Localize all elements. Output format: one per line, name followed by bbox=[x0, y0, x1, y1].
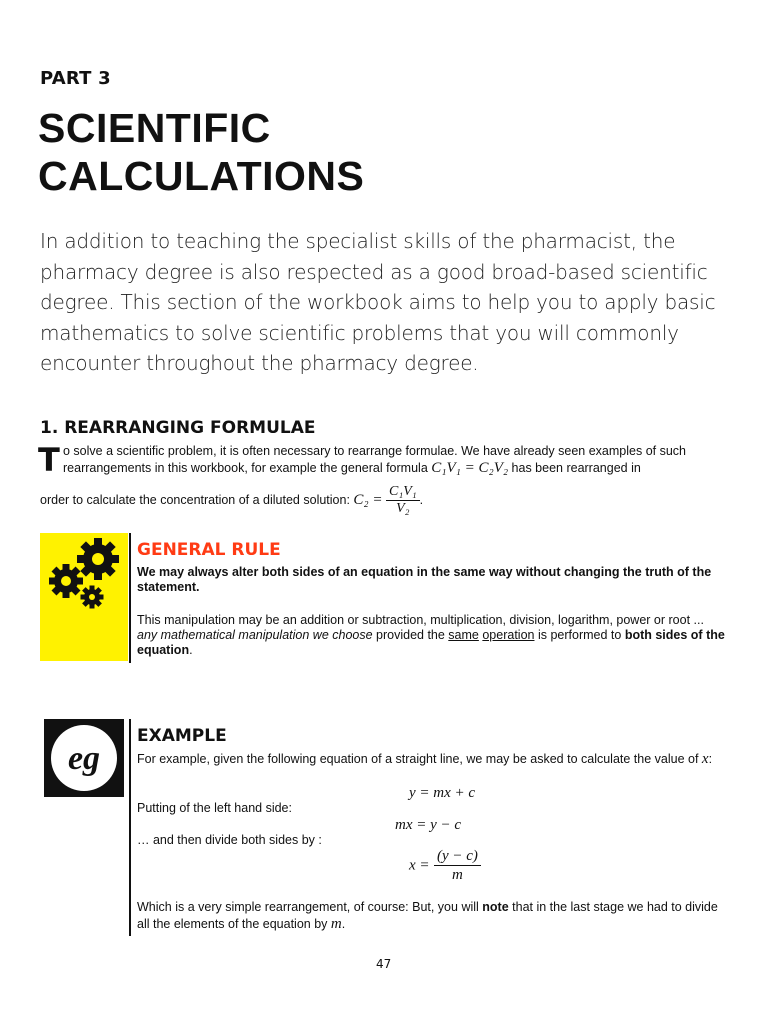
para-text-2: order to calculate the concentration of a diluted solution: bbox=[40, 492, 354, 507]
equation-2: mx = y − c bbox=[395, 817, 462, 833]
formula-end: . bbox=[419, 492, 424, 507]
page-title bbox=[38, 104, 364, 200]
drop-cap: T bbox=[38, 441, 60, 479]
example-intro-end: : bbox=[708, 752, 713, 766]
title-line-2: CALCULATIONS bbox=[38, 153, 365, 199]
rule-text-italic: any mathematical manipulation we choose bbox=[137, 628, 373, 642]
rule-text-operation: operation bbox=[482, 628, 535, 642]
section-paragraph-line2 bbox=[40, 484, 700, 517]
outro-var: m bbox=[330, 916, 342, 932]
rule-text-b: provided the bbox=[372, 628, 449, 642]
gears-icon bbox=[40, 533, 128, 661]
example-intro-var: x bbox=[701, 751, 709, 767]
formula-numerator: C₁V₁ bbox=[386, 484, 420, 501]
example-divider bbox=[129, 719, 131, 936]
para-text-end: has been rearranged in bbox=[508, 461, 641, 475]
general-rule-heading: GENERAL RULE bbox=[137, 540, 281, 560]
equation-3 bbox=[409, 847, 481, 884]
example-intro bbox=[137, 751, 727, 768]
part-label: PART 3 bbox=[40, 68, 111, 89]
example-icon-panel bbox=[44, 719, 124, 797]
general-rule-paragraph bbox=[137, 613, 727, 658]
general-rule-statement: We may always alter both sides of an equation in the same way without changing the truth of the statement. bbox=[137, 565, 712, 594]
eg-icon bbox=[44, 719, 124, 797]
section-heading: 1. REARRANGING FORMULAE bbox=[40, 418, 316, 438]
intro-paragraph: In addition to teaching the specialist skills of the pharmacist, the pharmacy degree is also respected as a good broad-based scientific degree. This section of the workbook aims to help you to apply basic mathematics to solve scientific problems that you will commonly encounter throughout the pharmacy degree. bbox=[40, 229, 716, 375]
formula-lhs: C₂ = bbox=[353, 491, 383, 508]
rule-divider bbox=[129, 533, 131, 663]
general-rule-icon-panel bbox=[40, 533, 128, 661]
rule-text-bold-end: both sides of the equation bbox=[137, 628, 725, 657]
example-heading: EXAMPLE bbox=[137, 726, 227, 746]
rule-text-same: same bbox=[448, 628, 479, 642]
rule-text-d: . bbox=[189, 643, 193, 657]
example-step-2: … and then divide both sides by : bbox=[137, 833, 322, 847]
rule-text-a: This manipulation may be an addition or subtraction, multiplication, division, logarithm, power or root ... bbox=[137, 613, 704, 627]
title-line-1: SCIENTIFIC bbox=[38, 105, 271, 151]
equation-3-fraction bbox=[434, 847, 481, 884]
equation-3-denominator: m bbox=[452, 867, 463, 883]
example-intro-text: For example, given the following equation of a straight line, we may be asked to calculate the value of bbox=[137, 752, 702, 766]
section-paragraph-line1 bbox=[63, 443, 733, 477]
equation-3-numerator: (y − c) bbox=[434, 847, 481, 866]
eg-icon-label: eg bbox=[67, 740, 101, 777]
page-number: 47 bbox=[376, 957, 392, 971]
inline-formula: C₁V₁ = C₂V₂ bbox=[431, 460, 509, 476]
equation-1: y = mx + c bbox=[409, 785, 476, 801]
example-outro bbox=[137, 899, 727, 933]
equation-3-lhs: x = bbox=[409, 857, 430, 874]
outro-text-b: that in the last stage we had to divide all the elements of the equation by bbox=[137, 900, 718, 931]
example-step-1: Putting of the left hand side: bbox=[137, 801, 292, 815]
outro-bold: note bbox=[482, 900, 509, 914]
formula-fraction bbox=[386, 484, 420, 517]
formula-denominator: V₂ bbox=[396, 501, 410, 516]
para-text: o solve a scientific problem, it is often necessary to rearrange formulae. We have already seen examples of such rearrangements in this workbook, for example the general formula bbox=[63, 444, 686, 475]
outro-text-a: Which is a very simple rearrangement, of course: But, you will bbox=[137, 900, 483, 914]
rule-text-c: is performed to bbox=[534, 628, 625, 642]
outro-end: . bbox=[341, 917, 346, 931]
